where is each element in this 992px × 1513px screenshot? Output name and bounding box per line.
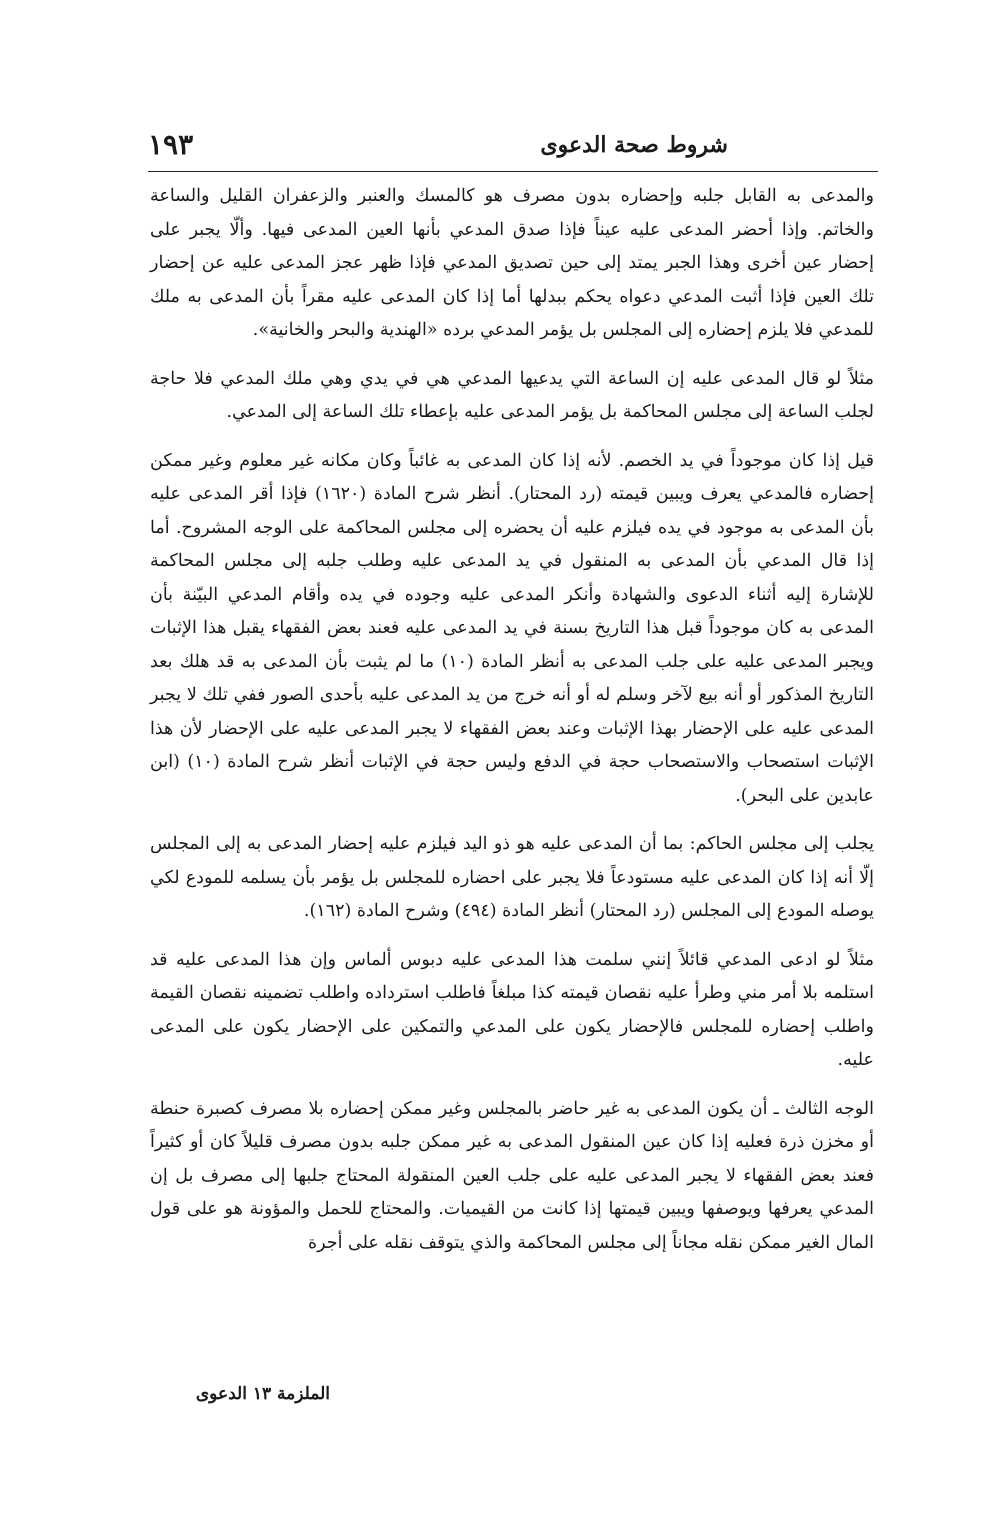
header-divider [148, 171, 878, 172]
page-body [150, 180, 874, 1275]
paragraph: الوجه الثالث ـ أن يكون المدعى به غير حاضر بالمجلس وغير ممكن إحضاره بلا مصرف كصبرة حنطة أو مخزن ذرة فعليه إذا كان عين المنقول المدعى به غير ممكن جلبه بدون مصرف قليلاً كان أو كثيراً فعند بعض الفقهاء لا يجبر المدعى عليه على جلب العين المنقولة المحتاج جلبها إلى مصرف بل إن المدعي يعرفها ويوصفها ويبين قيمتها إذا كانت من القيميات. والمحتاج للحمل والمؤونة هو على قول المال الغير ممكن نقله مجاناً إلى مجلس المحاكمة والذي يتوقف نقله على أجرة [150, 1098, 875, 1253]
running-title: شروط صحة الدعوى [540, 132, 728, 158]
signature-mark: الملزمة ١٣ الدعوى [195, 1384, 330, 1404]
paragraph: مثلاً لو ادعى المدعي قائلاً إنني سلمت هذا المدعى عليه دبوس ألماس وإن هذا المدعى عليه قد استلمه بلا أمر مني وطرأ عليه نقصان قيمته كذا مبلغاً فاطلب استرداده واطلب تضمينه نقصان القيمة واطلب إحضاره للمجلس فالإحضار يكون على المدعي والتمكين على الإحضار يكون على المدعى عليه. [150, 949, 874, 1070]
page-header [148, 128, 878, 172]
paragraph: والمدعى به القابل جلبه وإحضاره بدون مصرف هو كالمسك والعنبر والزعفران القليل والساعة والخاتم. وإذا أحضر المدعى عليه عيناً فإذا صدق المدعي بأنها العين المدعى فيها. وألّا يجبر على إحضار عين أخرى وهذا الجبر يمتد إلى حين تصديق المدعي فإذا ظهر عجز المدعى عليه عن إحضار تلك العين فإذا أثبت المدعي دعواه يحكم ببدلها أما إذا كان المدعى عليه مقراً بأن المدعى به ملك للمدعي فلا يلزم إحضاره إلى المجلس بل يؤمر المدعي برده «الهندية والبحر والخانية». [150, 186, 874, 340]
paragraph: يجلب إلى مجلس الحاكم: بما أن المدعى عليه هو ذو اليد فيلزم عليه إحضار المدعى به إلى المجلس إلّا أنه إذا كان المدعى عليه مستودعاً فلا يجبر على احضاره للمجلس بل يؤمر بأن يسلمه للمودع لكي يوصله المودع إلى المجلس (رد المحتار) أنظر المادة (٤٩٤) وشرح المادة (١٦٢). [150, 834, 874, 921]
paragraph: قيل إذا كان موجوداً في يد الخصم. لأنه إذا كان المدعى به غائباً وكان مكانه غير معلوم وغير ممكن إحضاره فالمدعي يعرف ويبين قيمته (رد المحتار). أنظر شرح المادة (١٦٢٠) فإذا أقر المدعى عليه بأن المدعى به موجود في يده فيلزم عليه أن يحضره إلى مجلس المحاكمة على الوجه المشروح. أما إذا قال المدعي بأن المدعى به المنقول في يد المدعى عليه وطلب جلبه إلى مجلس المحاكمة للإشارة إليه أثناء الدعوى والشهادة وأنكر المدعى عليه وجوده في يده وأقام المدعي البيّنة بأن المدعى به كان موجوداً قبل هذا التاريخ بسنة في يد المدعى عليه فعند بعض الفقهاء يقبل هذا الإثبات ويجبر المدعى عليه على جلب المدعى به أنظر المادة (١٠) ما لم يثبت بأن المدعى به قد هلك بعد التاريخ المذكور أو أنه بيع لآخر وسلم له أو أنه خرج من يد المدعى عليه بأحدى الصور ففي تلك لا يجبر المدعى عليه على الإحضار بهذا الإثبات وعند بعض الفقهاء لا يجبر المدعى عليه على الإحضار لأن هذا الإثبات استصحاب والاستصحاب حجة في الدفع وليس حجة في الإثبات أنظر شرح المادة (١٠) (ابن عابدين على البحر). [150, 450, 874, 806]
paragraph: مثلاً لو قال المدعى عليه إن الساعة التي يدعيها المدعي هي في يدي وهي ملك المدعي فلا حاجة لجلب الساعة إلى مجلس المحاكمة بل يؤمر المدعى عليه بإعطاء تلك الساعة إلى المدعي. [150, 368, 874, 422]
page-number: ١٩٣ [148, 128, 194, 161]
